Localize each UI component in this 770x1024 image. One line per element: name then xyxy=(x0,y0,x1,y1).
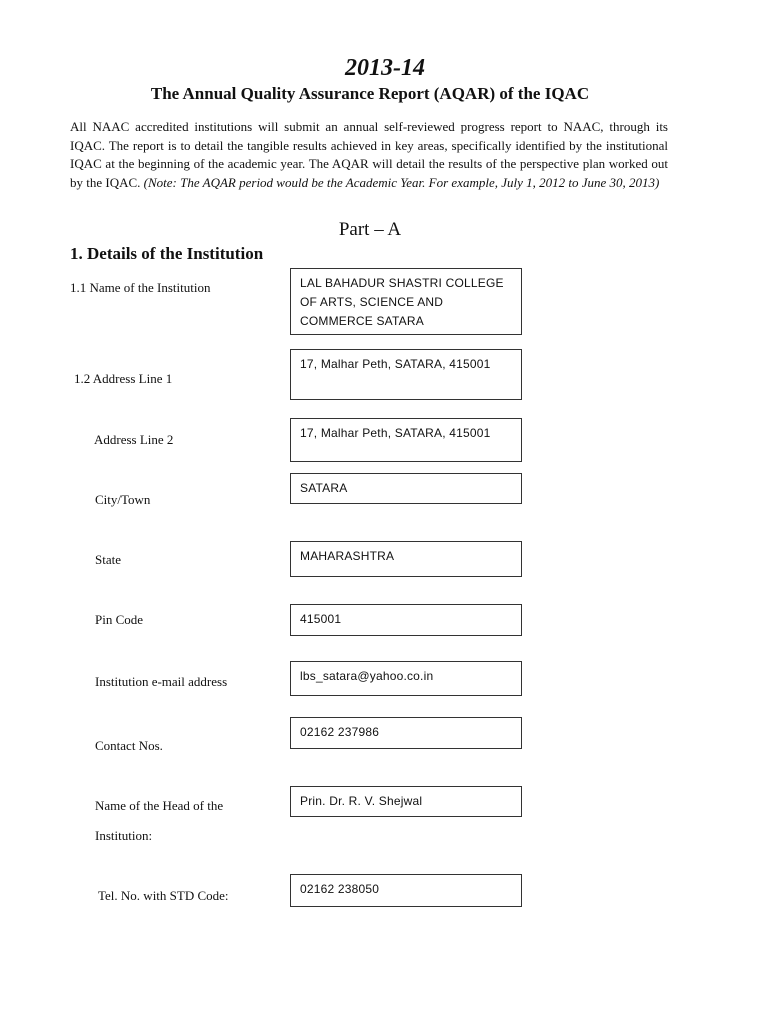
state-field[interactable]: MAHARASHTRA xyxy=(290,541,522,577)
city-label: City/Town xyxy=(95,492,151,507)
address-line1-label: 1.2 Address Line 1 xyxy=(74,371,173,386)
intro-paragraph xyxy=(70,118,668,192)
email-field[interactable]: lbs_satara@yahoo.co.in xyxy=(290,661,522,696)
institution-name-field[interactable]: LAL BAHADUR SHASTRI COLLEGE OF ARTS, SCIENCE AND COMMERCE SATARA xyxy=(290,268,522,335)
address-line2-label: Address Line 2 xyxy=(94,432,174,447)
address-line2-field[interactable]: 17, Malhar Peth, SATARA, 415001 xyxy=(290,418,522,462)
state-label: State xyxy=(95,552,121,567)
head-label: Name of the Head of the xyxy=(95,798,224,813)
head-label-line2: Institution: xyxy=(95,828,153,843)
name-label: 1.1 Name of the Institution xyxy=(70,280,211,295)
address-line1-field[interactable]: 17, Malhar Peth, SATARA, 415001 xyxy=(290,349,522,400)
report-title: The Annual Quality Assurance Report (AQAR) of the IQAC xyxy=(150,84,590,103)
intro-text: All NAAC accredited institutions will submit an annual self-reviewed progress report to NAAC, through its IQAC. The report is to detail the tangible results achieved in key areas, specifically identified by the institutional IQAC at the beginning of the academic year. The AQAR will detail the results of the perspective plan worked out by the IQAC. xyxy=(70,119,668,190)
report-year: 2013-14 xyxy=(345,55,425,81)
part-heading: Part – A xyxy=(338,219,402,240)
contact-field[interactable]: 02162 237986 xyxy=(290,717,522,749)
city-field[interactable]: SATARA xyxy=(290,473,522,504)
contact-label: Contact Nos. xyxy=(95,738,163,753)
pin-code-label: Pin Code xyxy=(95,612,144,627)
pin-code-field[interactable]: 415001 xyxy=(290,604,522,636)
intro-note: (Note: The AQAR period would be the Academic Year. For example, July 1, 2012 to June 30, 2013) xyxy=(143,174,660,190)
tel-label: Tel. No. with STD Code: xyxy=(98,888,229,903)
email-label: Institution e-mail address xyxy=(95,674,228,689)
head-name-field[interactable]: Prin. Dr. R. V. Shejwal xyxy=(290,786,522,817)
section-title: 1. Details of the Institution xyxy=(70,244,264,263)
tel-field[interactable]: 02162 238050 xyxy=(290,874,522,907)
